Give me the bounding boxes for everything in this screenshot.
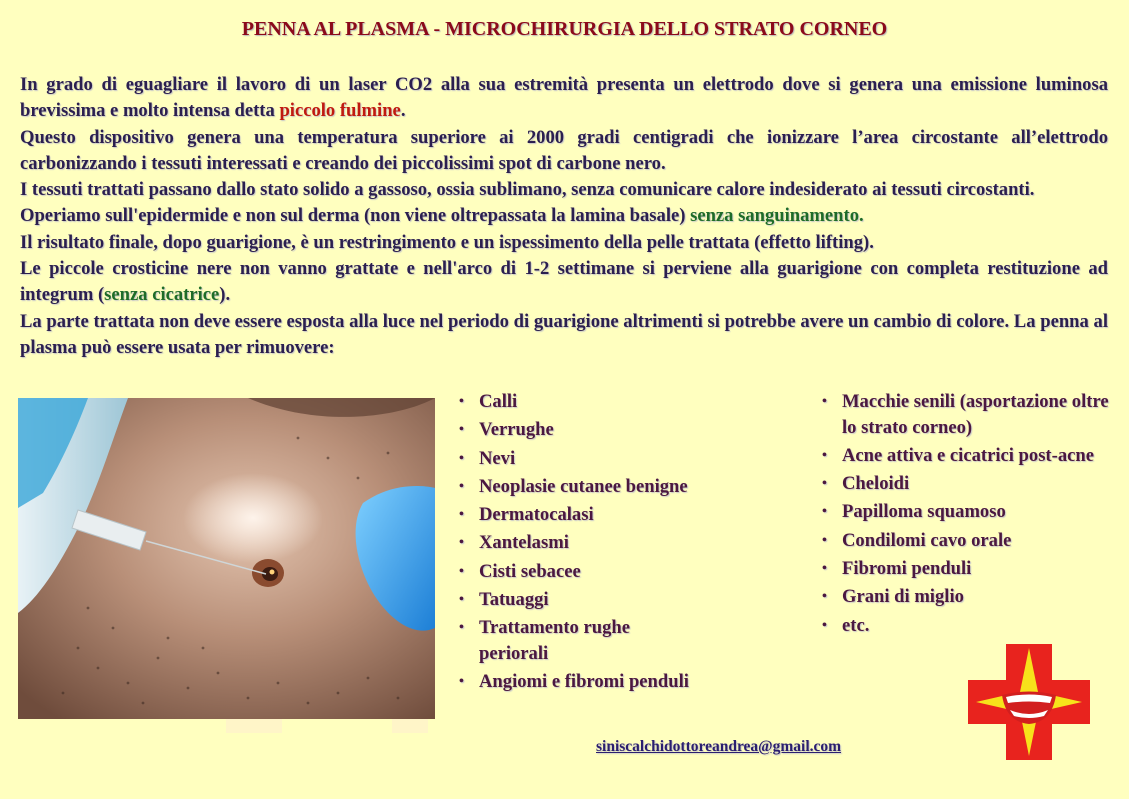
- bullet-icon: •: [459, 535, 464, 551]
- logo-image: [964, 640, 1094, 762]
- list-item: • Angiomi e fibromi penduli: [457, 669, 757, 695]
- list-item: • Condilomi cavo orale: [820, 528, 1115, 554]
- bullet-icon: •: [822, 589, 827, 605]
- paragraph-1: In grado di eguagliare il lavoro di un laser CO2 alla sua estremità presenta un elettrodo dove si genera una emissione luminosa brevissima e molto intensa detta piccolo fulmine.: [20, 74, 1108, 122]
- list-item: • Dermatocalasi: [457, 502, 757, 528]
- list-item: • Cheloidi: [820, 471, 1115, 497]
- list-item: • Trattamento rughe periorali: [459, 617, 630, 664]
- treatment-list-left: [457, 389, 757, 697]
- paragraph-5: Il risultato finale, dopo guarigione, è un restringimento e un ispessimento della pelle trattata (effetto lifting).: [20, 231, 874, 253]
- bullet-icon: •: [459, 592, 464, 608]
- list-item: • Grani di miglio: [820, 584, 1115, 610]
- bullet-icon: •: [822, 617, 827, 633]
- bullet-icon: •: [459, 674, 464, 690]
- paragraph-3: I tessuti trattati passano dallo stato solido a gassoso, ossia sublimano, senza comunicare calore indesiderato ai tessuti circostanti.: [20, 179, 1035, 201]
- list-item: • Nevi: [457, 446, 757, 472]
- photo-shadow-strip: [226, 719, 282, 733]
- list-item: • Tatuaggi: [457, 587, 757, 613]
- red-cross-smile-logo: [964, 640, 1094, 762]
- list-item: • Papilloma squamoso: [820, 499, 1115, 525]
- paragraph-2: Questo dispositivo genera una temperatura superiore ai 2000 gradi centigradi che ionizzare l’area circostante all’elettrodo carbonizzando i tessuti interessati e creando dei piccolissimi spot di carbone nero.: [20, 126, 1108, 174]
- list-item: • Calli: [457, 389, 757, 415]
- bullet-icon: •: [459, 422, 464, 438]
- photo-shadow-strip: [392, 719, 428, 733]
- list-item: • Fibromi penduli: [820, 556, 1115, 582]
- treatment-list-right: [820, 389, 1115, 641]
- highlight-piccolo-fulmine: piccolo fulmine: [279, 100, 401, 122]
- list-item: • Xantelasmi: [457, 530, 757, 556]
- bullet-icon: •: [822, 447, 827, 463]
- bullet-icon: •: [459, 478, 464, 494]
- email-link[interactable]: siniscalchidottoreandrea@gmail.com: [596, 738, 842, 755]
- bullet-icon: •: [459, 563, 464, 579]
- page-title: PENNA AL PLASMA - MICROCHIRURGIA DELLO STRATO CORNEO: [241, 18, 888, 40]
- list-item: • Cisti sebacee: [457, 559, 757, 585]
- highlight-senza-cicatrice: senza cicatrice: [104, 284, 220, 306]
- paragraph-4: Operiamo sull'epidermide e non sul derma (non viene oltrepassata la lamina basale) senza sanguinamento.: [20, 205, 864, 227]
- bullet-icon: •: [822, 394, 827, 409]
- description-text: [20, 72, 1108, 361]
- plasma-pen-treatment-photo: [18, 398, 435, 719]
- list-item: • Neoplasie cutanee benigne: [457, 474, 757, 500]
- bullet-icon: •: [822, 476, 827, 492]
- bullet-icon: •: [459, 450, 464, 466]
- list-item: • Macchie senili (asportazione oltre lo strato corneo): [822, 391, 1109, 438]
- bullet-icon: •: [459, 507, 464, 523]
- photo-image: [18, 398, 435, 719]
- paragraph-7: La parte trattata non deve essere esposta alla luce nel periodo di guarigione altrimenti si potrebbe avere un cambio di colore. La penna al plasma può essere usata per rimuovere:: [20, 310, 1108, 358]
- paragraph-6: Le piccole crosticine nere non vanno grattate e nell'arco di 1-2 settimane si perviene alla guarigione con completa restituzione ad integrum (senza cicatrice).: [20, 258, 1108, 306]
- list-item: • Verrughe: [457, 417, 757, 443]
- bullet-icon: •: [822, 532, 827, 548]
- bullet-icon: •: [822, 560, 827, 576]
- bullet-icon: •: [459, 620, 464, 636]
- bullet-icon: •: [459, 394, 464, 409]
- list-item: • Acne attiva e cicatrici post-acne: [820, 443, 1115, 469]
- list-item: • etc.: [820, 613, 1115, 639]
- highlight-senza-sanguinamento: senza sanguinamento.: [690, 205, 864, 227]
- bullet-icon: •: [822, 504, 827, 520]
